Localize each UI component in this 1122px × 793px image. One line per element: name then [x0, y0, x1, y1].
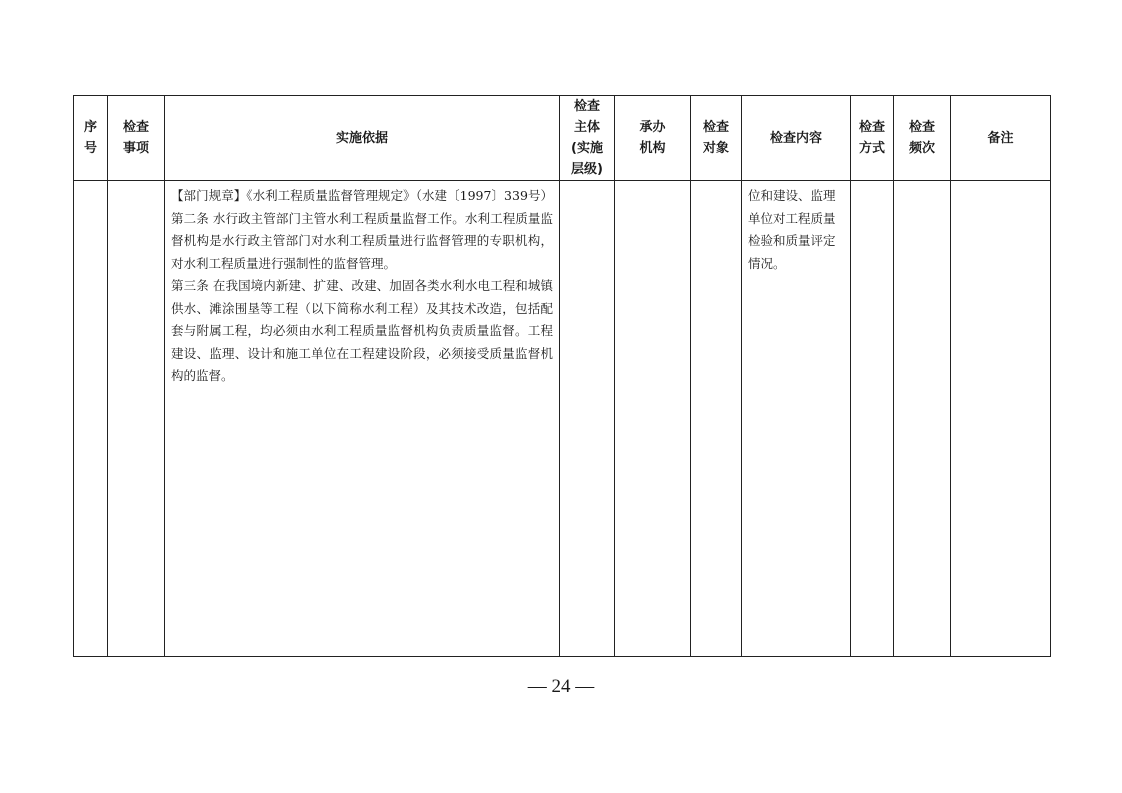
header-seq: 序号: [74, 96, 108, 181]
cell-item: [108, 181, 165, 657]
cell-content: [742, 181, 851, 657]
cell-org: [615, 181, 691, 657]
header-content: 检查内容: [742, 96, 851, 181]
header-method: 检查方式: [851, 96, 894, 181]
page-number: — 24 —: [527, 676, 595, 697]
header-basis: 实施依据: [165, 96, 560, 181]
cell-remark: [951, 181, 1051, 657]
cell-frequency: [894, 181, 951, 657]
header-frequency: 检查频次: [894, 96, 951, 181]
cell-subject: [560, 181, 615, 657]
table-row: [74, 181, 1051, 657]
inspection-table: [73, 95, 1051, 657]
header-org: 承办机构: [615, 96, 691, 181]
header-item: 检查事项: [108, 96, 165, 181]
cell-seq: [74, 181, 108, 657]
header-remark: 备注: [951, 96, 1051, 181]
header-target: 检查对象: [691, 96, 742, 181]
cell-basis: [165, 181, 560, 657]
basis-text: 【部门规章】《水利工程质量监督管理规定》（水建〔1997〕339号）第二条 水行政主管部门主管水利工程质量监督工作。水利工程质量监督机构是水行政主管部门对水利工程质量进行监督管理的专职机构，对水利工程质量进行强制性的监督管理。 第三条 在我国境内新建、扩建、改建、加固各类水利水电工程和城镇供水、滩涂围垦等工程（以下简称水利工程）及其技术改造，包括配套与附属工程，均必须由水利工程质量监督机构负责质量监督。工程建设、监理、设计和施工单位在工程建设阶段，必须接受质量监督机构的监督。: [171, 188, 553, 383]
header-subject: 检查主体(实施层级): [560, 96, 615, 181]
cell-method: [851, 181, 894, 657]
content-text: 位和建设、监理单位对工程质量检验和质量评定情况。: [748, 188, 836, 271]
cell-target: [691, 181, 742, 657]
table-header-row: [74, 96, 1051, 181]
